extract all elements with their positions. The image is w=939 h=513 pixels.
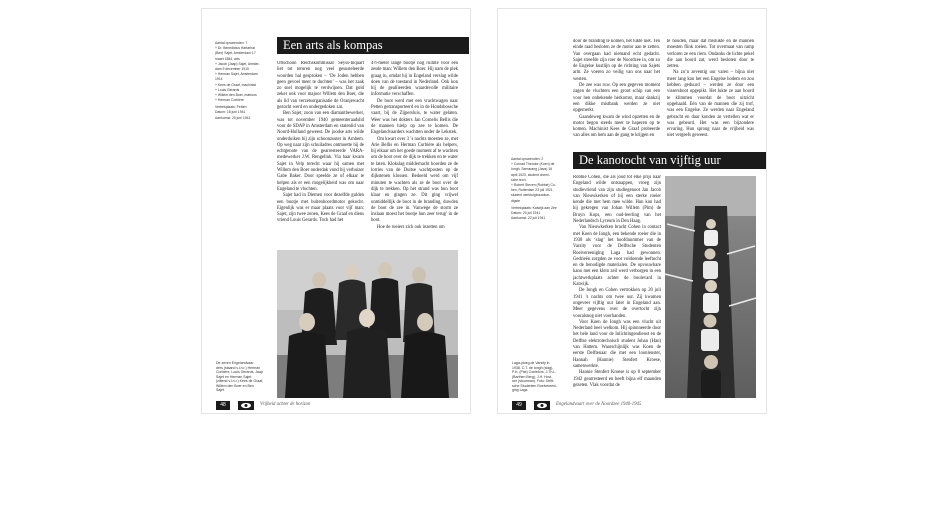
caption-line: ner (stuurman). Foto: Delft- [512,379,555,383]
page-number: 49 [512,401,526,410]
sidenote-line: sche tech. [511,177,527,182]
sidenote-line: + Dr. Benedictus Hartarhal [215,46,255,51]
sidenote-line: + Herman Corbière [215,98,244,103]
sidenote-line: Vertrekplaats: Petten [215,105,247,110]
body-column-1 [277,61,364,246]
sidenote-line: + Conrad Theodor (Koen) de [511,162,555,167]
sidenote-line: (Ben) Sajet, Amsterdam 17 [215,51,256,56]
running-title: Engelandvaart over de Noordzee 1940-1945 [556,402,642,407]
sidenote-line: Vertrekplaats: Katwijk aan Zee [511,205,557,210]
paragraph: Na zo’n zeventig uur varen – bijna niet meer lang kon het een Engelse bodem en zou hebben geduurd – werden ze door een vissersboot opgepikt. Het lukte ze aan boord te klimmen voordat de boot uitzicht opgehaald. Eén van de mannen die zij trof, was een Engelse. Ze werden naar Engeland gebracht en daar konden ze vertellen wat er was gebeurd. Het was een bijzondere ervaring. Hun sprong naar de vrijheid was niet vergeefs geweest. [667,70,754,139]
sidenote-line: + Louis Gerards [215,87,240,92]
group-photo-image [277,250,458,398]
paragraph: Voor Koen de Iongh was een vlucht uit Nederland heel welkom. Hij spionneerde door het hele land voor de Inlichtingendienst en de Delftse elektrotechnisch student Johan (Han) van Hattem. Waarschijnlijk was Koen de eerste Delftenaar die met een loonlenster, Hannah (Hannie) Stenfert Kroese, samenwerkte. [573,319,661,369]
sidenote-line: digste [511,198,521,203]
sidenote-line: student werktuigbouwkun- [511,193,551,198]
caption-line: Sajet en Herman Sajet. [216,374,253,379]
paragraph: Gaandeweg kwam de wind opzetten en de motor begon steeds meer te haperen op te komen. Machinist Kees de Graaf probeerde van alles om hem aan de gang te krijgen en [573,114,660,139]
caption-line: 1938. C.T. de Iongh (slag), [512,365,554,370]
left-sidenote [215,41,265,121]
paragraph: door de branding te komen, het lukte niet. Ten einde raad besloten ze de motor aan te zetten. Van overgaan had niemand echt gedacht. Sajet streefde zijn roer de Noordzee in, om zo de Engelse kustlijn op de richting van Sajets arm. Ze voeren zo veilig van ons naar het westen. [573,39,660,82]
sidenote-line: Aankomst: 20 juni 1941 [215,115,251,120]
paragraph: Om kwart over 3 ’s nachts moesten ze, met Arie Bellis en Herman Corbière als helpers, bij elkaar om het goede moment af te wachten om de boot over de dijk te trekken en te water te laten. Klokslag middernacht hoorden ze de lorries van de Duitse wachtposten op de dijkstenen klossen. Bedoeld werd om vijf minuten te wachten als ze de boot over de dijk te trekken. Op het strand was hun boot klaar en gingen ze. Dit ging vrijwel onmiddellijk de boot in de branding, duwden de boot de zee in. Vanwege de storm ze inslaan moest het bootje hun zeer terug’ in de boot. [371,136,458,224]
paragraph: De Iongh en Cohen vertrokken op 20 juli 1941 ’s nachts om twee uur. Zij kwamen ongeveer vijftig uur later in Engeland aan. Meer gegevens over de overtocht zijn vooralsnog niet voorhanden. [573,288,661,319]
sidenote-line: + Kees de Graaf, machinist [215,82,256,87]
section-title: Een arts als kompas [277,37,469,54]
group-photo [277,250,458,398]
running-title: Vrijheid achter de horizon [260,402,311,407]
paragraph: De zee was ruw. Op een gegeven moment zagen de vluchters een groot schip van een voor hen onbekende herkomst, maar dankzij een dikke mistbank werden ze niet opgemerkt. [573,83,660,114]
sidenote-line: + Willem den Boer, matroos [215,92,257,97]
caption-line: Sajet. [216,388,225,392]
paragraph: Robbie Cohen, die als jood tot elke prijs naar Engeland wilde ontsnappen, vroeg zijn studievriend van zijn studiegenoot Jan Jacob van Nieuwkerken of hij een sterke roeier kende die met hem mee wilde. Hun kon had hij gekregen van Johan Willem (Pim) de Bruyn Kops, een oud-leerling van het Nederlandsch Lyceum in Den Haag. [573,175,661,225]
caption-line: Willem den Boer en Ben [216,383,254,388]
rowing-crew-photo [665,176,756,398]
sidenote-line: april 1920, student chemi- [511,172,551,177]
sidenote-line: Aantal opvarenden: 7 [215,41,248,45]
rowing-crew-image [665,176,756,398]
sidenote-line: Aantal opvarenden: 2 [511,157,544,161]
paragraph: Hannie Stenfert Kroese is op 8 september 1942 gearresteerd en heeft bijna elf maanden gezeten. Vlak voordat de [573,370,661,388]
caption-line: ging Laga. [512,388,529,392]
sidenote-line: 1914 [215,77,223,82]
sidenote-line: maart 1884, arts [215,56,240,61]
body-column [573,175,661,396]
sidenote-line: + Herman Sajet, Amsterdam [215,72,258,77]
left-page [201,8,471,414]
caption-line: P.H. (Piet) Coelefors, J.Th.L. [512,370,557,374]
page-footer [512,401,752,410]
right-page [497,8,767,414]
photo-caption [512,361,567,393]
paragraph: 4½-meter lange bootje nog ruimte voor een zesde man: Willem den Boer. Hij nam de plek graag in, omdat hij in Engeland verslag wilde doen van de toestand in Nederland. Ook kon hij de geallieerden waardevolle militaire informatie verschaffen. [371,61,458,98]
right-sidenote [511,157,563,221]
sidenote-line: + Jacob (Jaap) Sajet, Amster- [215,61,260,66]
sidenote-line: Datum: 20 juli 1941 [511,210,541,215]
paragraph: De boot werd met een vrachtwagen naar Petten getransporteerd en in de Hondsbossche vaart, bij de Zijpersluis, te water gelaten. Weer was het dokters Jan Cornelis Bellis die de mannen hielp op zee te komen. De Engelandvaarders wachtten onder de Lekstek. [371,98,458,136]
paragraph: Van Nieuwkerken bracht Cohen in contact met Koen de Iongh, een bekende roeier die in 1938 als ‘slag’ het hoofdnummer van de Varsity voor de Delftsche Studenten Roeivereeniging Laga had gewonnen. Gedrieën zorgden ze voor voldoende leeftocht en de benodigde materialen. De opvouwbare kano met een klein zeil werd verborgen in een jachtwerkplaats achter de boulevard in Katwijk. [573,225,661,288]
eye-icon [534,401,550,410]
top-column-1 [573,39,660,139]
caption-line: (zittend v.l.n.r.) Kees de Graaf, [216,379,264,383]
paragraph: Oflschoon Reichskommissar Seyss-Inquart liet tot teruren nog veel gesusteleerde woorden hal gesproken – ‘De Joden hebben geen gevoel meer te duchten’ – was het zaak zo snel mogelijk te verdwijnen. Dat gold zeker ook voor majoor Willem den Boer, die als lid van verzetsorganisatie de Oranjewacht gezocht werd en ondergedoken zat. [277,61,364,111]
sidenote-line: + Robert Steven (Robbie) Co- [511,182,556,187]
top-column-2 [667,39,754,139]
sidenote-line: hen, Rotterdam 23 juli 1921, [511,188,554,193]
paragraph: Ben Sajet, zoon van een diamantbewerker, was tot november 1940 gemeenteraadslid voor de SDAP in Amsterdam en statenlid van Noord-Holland geweest. De joodse arts wilde onderduiken bij zijn schoonzuster in Arnhem. Op weg naar zijn schuiladres ontmoette hij de echtgenote van de gearresteerde VARA-medewerker J.W. Rengelink. Via haar kwam Sajet in Velp terecht waar hij samen met Willem den Boer onderdak vond bij verhuizer Gabe Baker. Door speelde ze of elkaar te helpen als er een mogelijkheid was om naar Engeland te vluchten. [277,111,364,192]
caption-line: sche Studenten Roeivereeni- [512,383,558,388]
section-title: De kanotocht van vijftig uur [573,152,767,169]
paragraph: Sajet had in Diemen voor dezelfde gulden een bootje met buitenboordmotor gekocht. Eigenlijk was er maar plaats voor vijf man: Sajet, zijn twee zonen, Kees de Graaf en diens vriend Louis Gerards. Toch had het [277,193,364,224]
page-number: 48 [216,401,230,410]
sidenote-line: Iongh, Semarang (Java) 16 [511,167,553,172]
caption-line: Corbière, Louis Gerards, Jaap [216,370,263,374]
caption-line: ders (staand v.l.n.r.) Herman [216,365,261,370]
body-column-2 [371,61,458,246]
caption-line: Laga-ploeg de Varsity in [512,361,550,365]
sidenote-line: dam 9 december 1915 [215,66,249,71]
photo-caption [216,361,271,393]
caption-line: (Barthen Berg), J.H. Hovi- [512,374,553,379]
sidenote-line: Aankomst: 22 juli 1941 [511,215,546,220]
sidenote-line: Datum: 18 juni 1941 [215,110,246,115]
eye-icon [238,401,254,410]
paragraph: te houden, maar dat mislukte en de mannen moesten flink roeien. Tot overmaat van ramp verloren ze een riem. Ondanks de lichte pekel die aan boord zat, werd besloten door te zetten. [667,39,754,70]
caption-line: De zeven Engelandvaar- [216,361,255,365]
paragraph: Hoe de roeiers zich ook inzetten om [377,224,445,230]
page-footer [216,401,456,410]
